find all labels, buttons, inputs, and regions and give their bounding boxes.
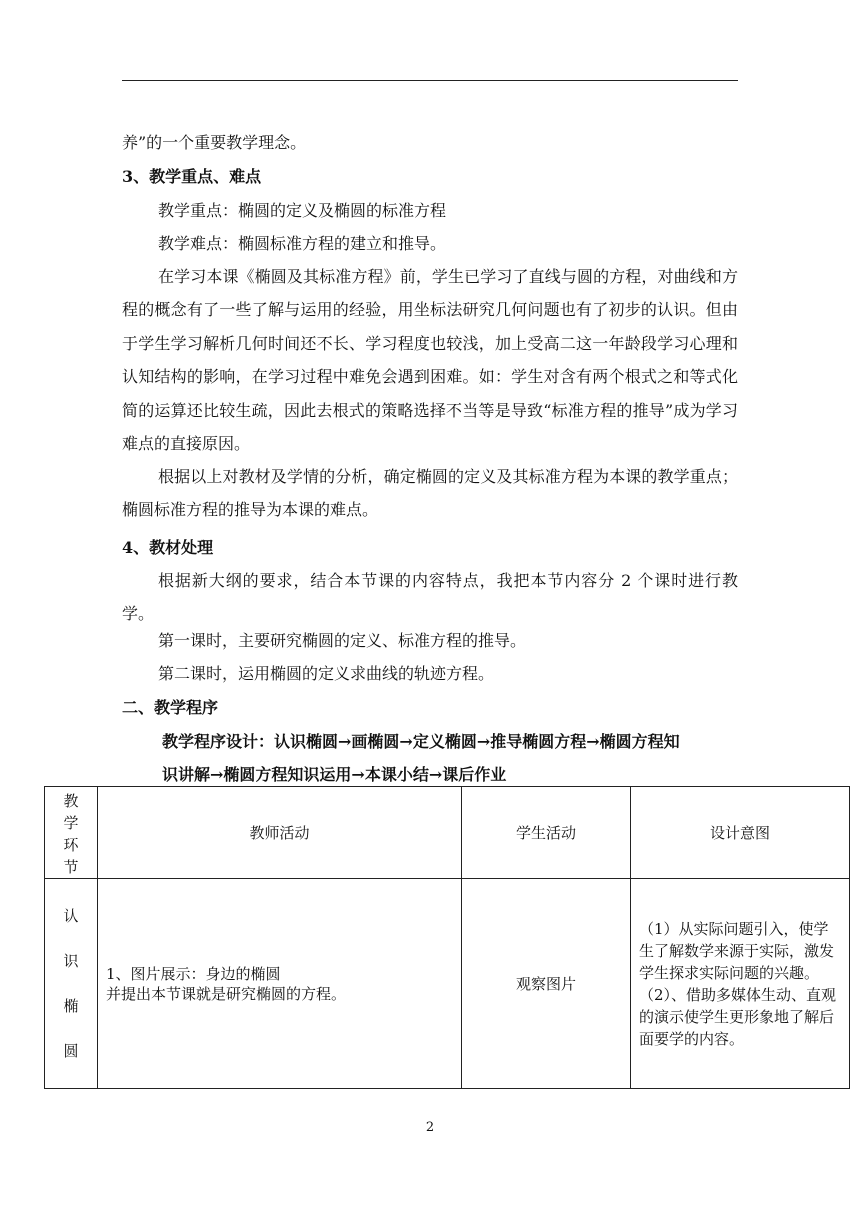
header-teacher-activity: 教师活动 xyxy=(98,787,462,879)
lesson1-text: 第一课时，主要研究椭圆的定义、标准方程的推导。 xyxy=(158,631,527,650)
header-step-char: 节 xyxy=(63,857,79,876)
student-activity-cell: 观察图片 xyxy=(462,879,631,1089)
header-student-activity: 学生活动 xyxy=(462,787,631,879)
design-intent-line: （2）、借助多媒体生动、直观的演示使学生更形象地了解后面要学的内容。 xyxy=(639,985,837,1048)
difficulty-text: 教学难点：椭圆标准方程的建立和推导。 xyxy=(158,234,447,253)
lesson2-text: 第二课时，运用椭圆的定义求曲线的轨迹方程。 xyxy=(158,664,495,683)
stage-cell xyxy=(45,879,98,1089)
section4-heading: 4、教材处理 xyxy=(122,538,214,557)
teacher-activity-line: 1、图片展示：身边的椭圆 xyxy=(106,964,281,983)
teacher-activity-line: 并提出本节课就是研究椭圆的方程。 xyxy=(106,984,347,1003)
analysis-paragraph: 在学习本课《椭圆及其标准方程》前，学生已学习了直线与圆的方程，对曲线和方程的概念有了一些了解与运用的经验，用坐标法研究几何问题也有了初步的认识。但由于学生学习解析几何时间还不长、学习程度也较浅，加上受高二这一年龄段学习心理和认知结构的影响，在学习过程中难免会遇到困难。如：学生对含有两个根式之和等式化简的运算还比较生疏，因此去根式的策略选择不当等是导致“标准方程的推导”成为学习难点的直接原因。 xyxy=(122,267,738,454)
page-number: 2 xyxy=(425,1120,435,1135)
conclusion-paragraph: 根据以上对教材及学情的分析，确定椭圆的定义及其标准方程为本课的教学重点；椭圆标准方程的推导为本课的难点。 xyxy=(122,467,738,520)
part2-heading: 二、教学程序 xyxy=(122,698,219,717)
table-row xyxy=(45,879,850,1089)
stage-char: 认 xyxy=(63,906,79,925)
header-step-char: 学 xyxy=(63,813,79,832)
table-header-row xyxy=(45,787,850,879)
header-design-intent: 设计意图 xyxy=(631,787,850,879)
header-step-char: 环 xyxy=(63,835,79,854)
continuation-text: 养”的一个重要教学理念。 xyxy=(122,133,307,152)
design-line-1: 教学程序设计：认识椭圆→画椭圆→定义椭圆→推导椭圆方程→椭圆方程知 xyxy=(162,732,680,751)
design-line-2: 识讲解→椭圆方程知识运用→本课小结→课后作业 xyxy=(162,765,507,784)
header-rule xyxy=(122,80,738,81)
header-step xyxy=(45,787,98,879)
key-point-text: 教学重点：椭圆的定义及椭圆的标准方程 xyxy=(158,201,447,220)
section4-intro-paragraph: 根据新大纲的要求，结合本节课的内容特点，我把本节内容分 2 个课时进行教学。 xyxy=(122,571,738,624)
section3-heading: 3、教学重点、难点 xyxy=(122,167,262,186)
teacher-activity-cell xyxy=(98,879,462,1089)
header-step-char: 教 xyxy=(63,791,79,810)
design-intent-cell xyxy=(631,879,850,1089)
stage-char: 椭 xyxy=(63,996,79,1015)
stage-char: 圆 xyxy=(63,1041,79,1060)
stage-char: 识 xyxy=(63,951,79,970)
design-intent-line: （1）从实际问题引入，使学生了解数学来源于实际，激发学生探求实际问题的兴趣。 xyxy=(639,919,835,982)
lesson-plan-table xyxy=(44,786,850,1089)
